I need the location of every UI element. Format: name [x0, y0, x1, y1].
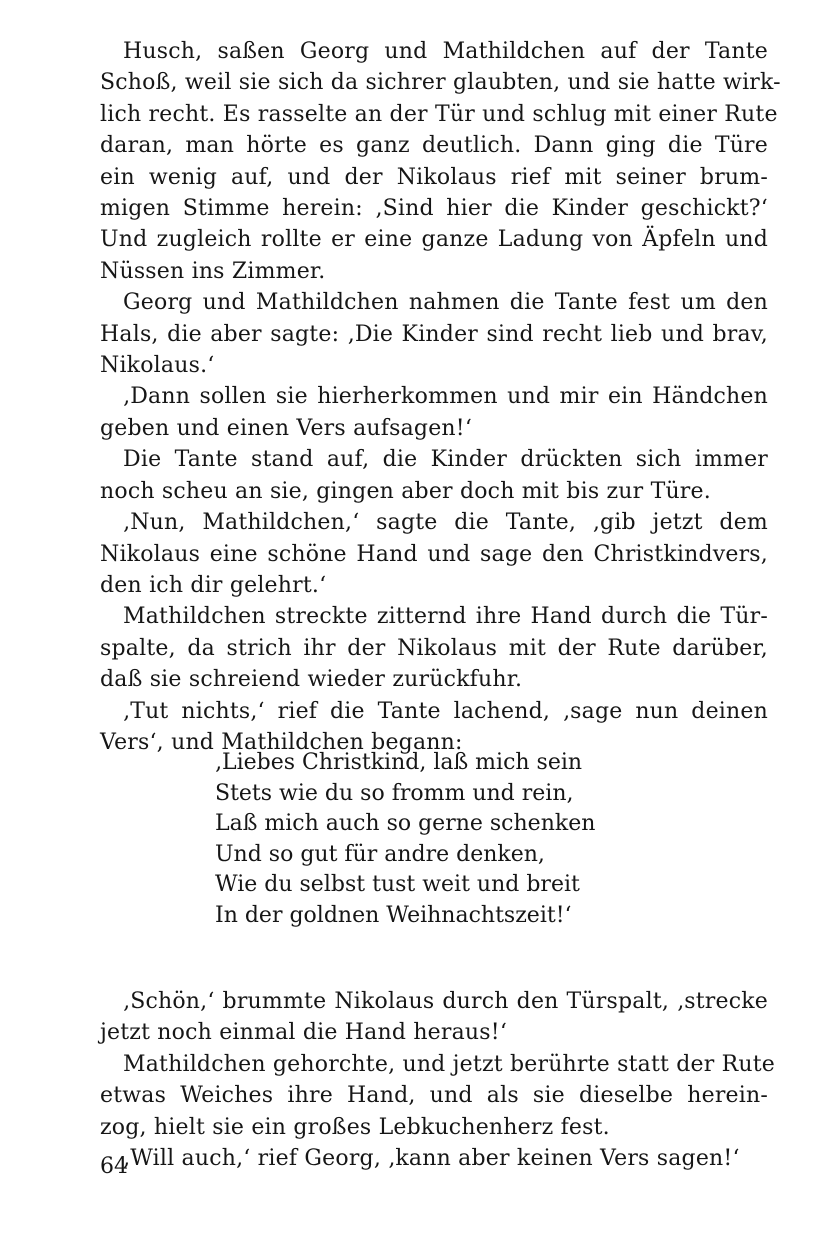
text-line: Schoß, weil sie sich da sichrer glaubten, und sie hatte wirk- [100, 70, 781, 96]
text-line: Und zugleich rollte er eine ganze Ladung von Äpfeln und [100, 227, 768, 253]
paragraph [100, 1049, 776, 1143]
prose-block-bottom [100, 986, 776, 1174]
paragraph [100, 381, 768, 444]
text-line: lich recht. Es rasselte an der Tür und schlug mit einer Rute [100, 101, 778, 127]
paragraph [100, 1143, 768, 1174]
text-line: ‚Will auch,‘ rief Georg, ‚kann aber keinen Vers sagen!‘ [123, 1146, 740, 1172]
text-line: daß sie schreiend wieder zurückfuhr. [100, 667, 523, 693]
text-line: daran, man hörte es ganz deutlich. Dann ging die Türe [100, 133, 768, 159]
prose-block-top [100, 36, 781, 758]
text-line: ‚Nun, Mathildchen,‘ sagte die Tante, ‚gib jetzt dem [123, 510, 768, 536]
text-line: Mathildchen gehorchte, und jetzt berührte statt der Rute [123, 1051, 776, 1077]
text-line: ‚Dann sollen sie hierherkommen und mir ein Händchen [123, 384, 768, 410]
paragraph [100, 444, 768, 507]
text-line: Mathildchen streckte zitternd ihre Hand durch die Tür- [123, 604, 768, 630]
text-line: Nikolaus eine schöne Hand und sage den Christkindvers, [100, 541, 768, 567]
text-line: Husch, saßen Georg und Mathildchen auf der Tante [123, 39, 768, 64]
poem-line: Und so gut für andre denken, [215, 841, 545, 867]
paragraph [100, 287, 768, 381]
poem-line: Laß mich auch so gerne schenken [215, 811, 596, 837]
poem-line: ‚Liebes Christkind, laß mich sein [215, 750, 583, 775]
paragraph [100, 36, 781, 287]
text-line: migen Stimme herein: ‚Sind hier die Kinder geschickt?‘ [100, 196, 768, 222]
poem-line: Wie du selbst tust weit und breit [215, 872, 580, 898]
text-line: den ich dir gelehrt.‘ [100, 572, 327, 598]
paragraph [100, 507, 768, 601]
poem-line: Stets wie du so fromm und rein, [215, 780, 574, 806]
text-line: Nüssen ins Zimmer. [100, 258, 326, 284]
text-line: etwas Weiches ihre Hand, und als sie dieselbe herein- [100, 1083, 768, 1109]
text-line: spalte, da strich ihr der Nikolaus mit der Rute darüber, [100, 635, 768, 661]
text-line: geben und einen Vers aufsagen!‘ [100, 415, 473, 441]
paragraph [100, 601, 768, 695]
text-line: noch scheu an sie, gingen aber doch mit bis zur Türe. [100, 478, 711, 504]
text-line: Hals, die aber sagte: ‚Die Kinder sind recht lieb und brav, [100, 321, 768, 347]
text-line: ein wenig auf, und der Nikolaus rief mit seiner brum- [100, 164, 768, 190]
text-line: Nikolaus.‘ [100, 353, 215, 379]
text-line: Vers‘, und Mathildchen begann: [100, 729, 463, 755]
paragraph [100, 986, 768, 1049]
text-line: jetzt noch einmal die Hand heraus!‘ [100, 1020, 508, 1046]
text-line: ‚Tut nichts,‘ rief die Tante lachend, ‚sage nun deinen [123, 698, 768, 724]
poem [215, 748, 595, 932]
page-number: 64 [100, 1154, 128, 1179]
text-line: Die Tante stand auf, die Kinder drückten sich immer [123, 447, 768, 473]
text-line: ‚Schön,‘ brummte Nikolaus durch den Türspalt, ‚strecke [123, 989, 768, 1014]
text-line: Georg und Mathildchen nahmen die Tante fest um den [123, 290, 768, 316]
text-line: zog, hielt sie ein großes Lebkuchenherz fest. [100, 1114, 610, 1140]
book-page [100, 36, 781, 1216]
poem-line: In der goldnen Weihnachtszeit!‘ [215, 902, 572, 928]
